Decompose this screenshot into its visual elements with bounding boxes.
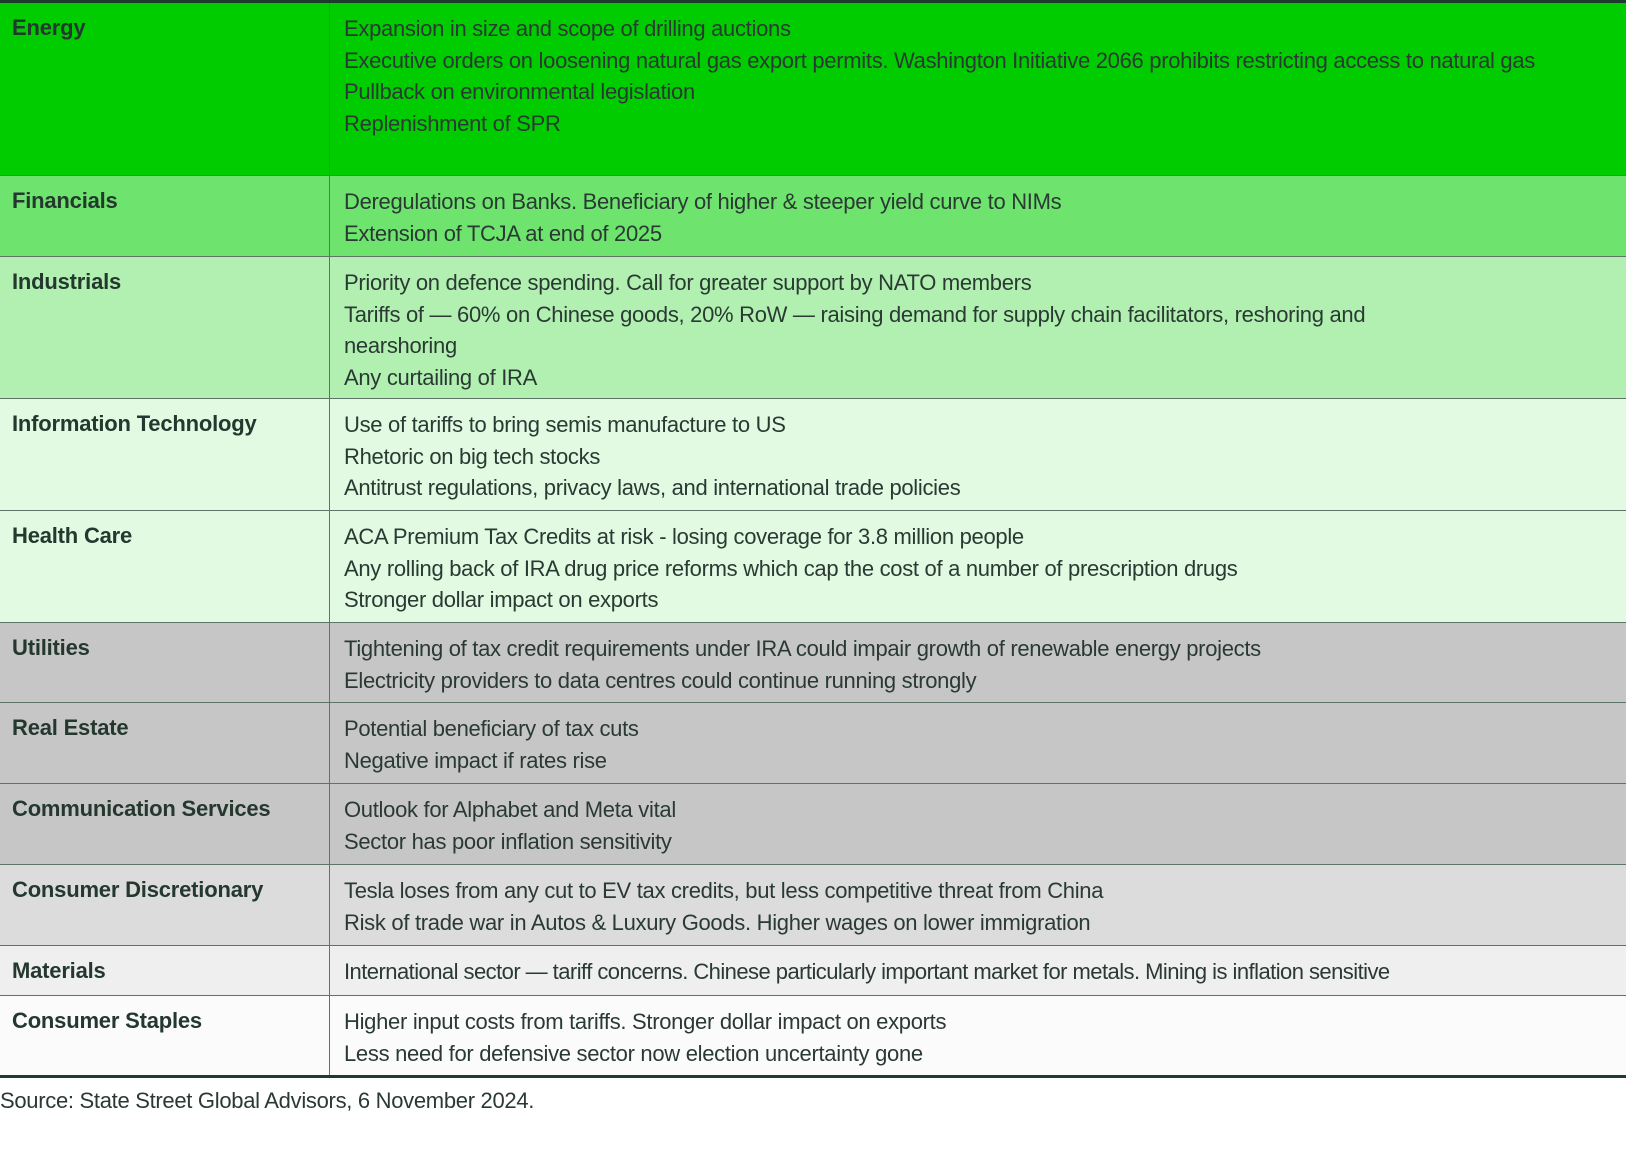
point-text: Potential beneficiary of tax cuts	[344, 716, 639, 741]
point-text: Any curtailing of IRA	[344, 364, 538, 390]
point-text: Executive orders on loosening natural gas export permits. Washington Initiative 2066 prohibits restricting access to natural gas	[344, 47, 1535, 73]
sector-points	[330, 257, 1626, 398]
sector-points	[330, 3, 1626, 175]
table-row-consumer-staples	[0, 995, 1626, 1075]
point-text: Any rolling back of IRA drug price reforms which cap the cost of a number of prescription drugs	[344, 555, 1238, 581]
sector-label: Materials	[0, 946, 330, 995]
sector-label: Financials	[0, 176, 330, 256]
table-row-energy	[0, 3, 1626, 175]
point-text: Use of tariffs to bring semis manufacture to US	[344, 412, 786, 437]
point-text: Tesla loses from any cut to EV tax credits, but less competitive threat from China	[344, 878, 1104, 903]
table-row-industrials	[0, 256, 1626, 398]
source-note: Source: State Street Global Advisors, 6 November 2024.	[0, 1088, 535, 1113]
sector-points	[330, 865, 1626, 945]
sector-points	[330, 784, 1626, 864]
point-text: Tariffs of — 60% on Chinese goods, 20% RoW — raising demand for supply chain facilitators, reshoring and nearshoring	[344, 301, 1366, 358]
sector-points	[330, 511, 1626, 622]
table-row-materials	[0, 945, 1626, 995]
point-text: Negative impact if rates rise	[344, 747, 607, 773]
point-text: Replenishment of SPR	[344, 110, 561, 136]
point-text: Sector has poor inflation sensitivity	[344, 828, 672, 854]
point-text: ACA Premium Tax Credits at risk - losing coverage for 3.8 million people	[344, 524, 1024, 549]
table-row-health-care	[0, 510, 1626, 622]
point-text: Outlook for Alphabet and Meta vital	[344, 797, 676, 822]
sector-label: Communication Services	[0, 784, 330, 864]
table-row-information-technology	[0, 398, 1626, 510]
point-text: Risk of trade war in Autos & Luxury Goods. Higher wages on lower immigration	[344, 909, 1091, 935]
point-text: International sector — tariff concerns. Chinese particularly important market for metals. Mining is inflation sensitive	[344, 959, 1390, 984]
sector-points	[330, 996, 1626, 1075]
table-row-communication-services	[0, 783, 1626, 864]
sector-label: Utilities	[0, 623, 330, 702]
table-row-consumer-discretionary	[0, 864, 1626, 945]
point-text: Pullback on environmental legislation	[344, 79, 695, 104]
point-text: Less need for defensive sector now election uncertainty gone	[344, 1040, 923, 1066]
sector-label: Consumer Staples	[0, 996, 330, 1075]
point-text: Electricity providers to data centres could continue running strongly	[344, 667, 977, 693]
sector-label: Real Estate	[0, 703, 330, 783]
sector-points	[330, 399, 1626, 510]
table-row-utilities	[0, 622, 1626, 702]
sector-label: Consumer Discretionary	[0, 865, 330, 945]
point-text: Higher input costs from tariffs. Stronger dollar impact on exports	[344, 1009, 947, 1034]
sector-points	[330, 176, 1626, 256]
sector-label: Health Care	[0, 511, 330, 622]
sector-points	[330, 623, 1626, 702]
point-text: Tightening of tax credit requirements under IRA could impair growth of renewable energy projects	[344, 636, 1261, 661]
table-row-real-estate	[0, 702, 1626, 783]
sector-points	[330, 703, 1626, 783]
point-text: Expansion in size and scope of drilling auctions	[344, 16, 791, 41]
table-row-financials	[0, 175, 1626, 256]
point-text: Extension of TCJA at end of 2025	[344, 220, 662, 246]
point-text: Stronger dollar impact on exports	[344, 587, 659, 612]
sector-label: Information Technology	[0, 399, 330, 510]
sector-points	[330, 946, 1626, 995]
sector-label: Industrials	[0, 257, 330, 398]
point-text: Antitrust regulations, privacy laws, and international trade policies	[344, 475, 961, 500]
point-text: Priority on defence spending. Call for greater support by NATO members	[344, 270, 1032, 295]
point-text: Rhetoric on big tech stocks	[344, 443, 601, 469]
sector-label: Energy	[0, 3, 330, 175]
point-text: Deregulations on Banks. Beneficiary of higher & steeper yield curve to NIMs	[344, 189, 1062, 214]
